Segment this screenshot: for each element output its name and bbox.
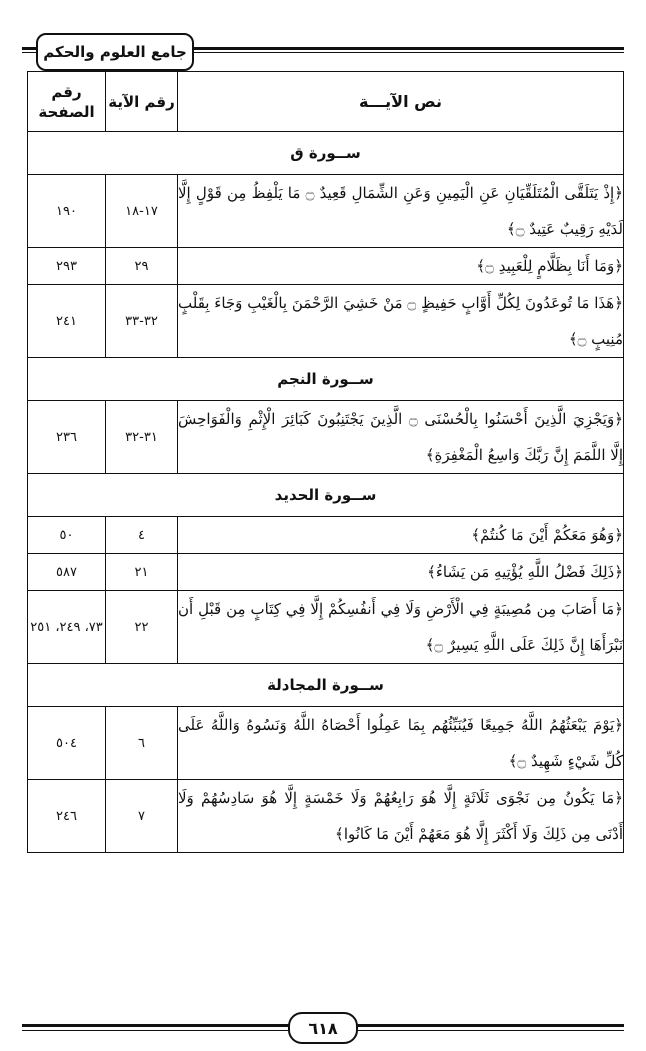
ayah-number: ٢٢ [106, 591, 178, 664]
verse-text: ﴿وَمَا أَنَا بِظَلَّامٍ لِلْعَبِيدِ ۝﴾ [178, 248, 624, 285]
verse-text: ﴿مَا يَكُونُ مِن نَجْوَى ثَلَاثَةٍ إِلَّا هُوَ رَابِعُهُمْ وَلَا خَمْسَةٍ إِلَّا هُوَ سَادِسُهُمْ وَلَا أَدْنَى مِن ذَلِكَ وَلَا أَكْثَرَ إِلَّا هُوَ مَعَهُمْ أَيْنَ مَا كَانُوا﴾ [178, 780, 624, 853]
page-number: ٦١٨ [288, 1012, 358, 1044]
page-ref: ٢٩٣ [28, 248, 106, 285]
verse-text: ﴿ذَلِكَ فَضْلُ اللَّهِ يُؤْتِيهِ مَن يَشَاءُ﴾ [178, 554, 624, 591]
page-ref: ٥٠ [28, 517, 106, 554]
verse-text: ﴿إِذْ يَتَلَقَّى الْمُتَلَقِّيَانِ عَنِ الْيَمِينِ وَعَنِ الشِّمَالِ قَعِيدٌ ۝ مَا يَلْفِظُ مِن قَوْلٍ إِلَّا لَدَيْهِ رَقِيبٌ عَتِيدٌ ۝﴾ [178, 175, 624, 248]
header-page-number: رقم الصفحة [28, 72, 106, 132]
ayah-number: ٣١-٣٢ [106, 401, 178, 474]
ayah-number: ٤ [106, 517, 178, 554]
verse-text: ﴿وَهُوَ مَعَكُمْ أَيْنَ مَا كُنتُمْ﴾ [178, 517, 624, 554]
surah-name: ســورة ق [28, 132, 624, 175]
table-row [28, 554, 624, 591]
ayah-number: ١٧-١٨ [106, 175, 178, 248]
ayah-number: ٧ [106, 780, 178, 853]
ayah-number: ٢١ [106, 554, 178, 591]
table-row [28, 401, 624, 474]
page-ref: ٧٣، ٢٤٩، ٢٥١ [28, 591, 106, 664]
table-row [28, 517, 624, 554]
table-row [28, 248, 624, 285]
verse-index-table [27, 71, 624, 853]
surah-row [28, 664, 624, 707]
page-ref: ٥٨٧ [28, 554, 106, 591]
verse-text: ﴿مَا أَصَابَ مِن مُصِيبَةٍ فِي الْأَرْضِ وَلَا فِي أَنفُسِكُمْ إِلَّا فِي كِتَابٍ مِن قَبْلِ أَن نَبْرَأَهَا إِنَّ ذَلِكَ عَلَى اللَّهِ يَسِيرٌ ۝﴾ [178, 591, 624, 664]
verse-text: ﴿وَيَجْزِيَ الَّذِينَ أَحْسَنُوا بِالْحُسْنَى ۝ الَّذِينَ يَجْتَنِبُونَ كَبَائِرَ الْإِثْمِ وَالْفَوَاحِشَ إِلَّا اللَّمَمَ إِنَّ رَبَّكَ وَاسِعُ الْمَغْفِرَةِ﴾ [178, 401, 624, 474]
table-row [28, 780, 624, 853]
book-title: جامع العلوم والحكم [36, 33, 194, 71]
page-ref: ٢٤٦ [28, 780, 106, 853]
ayah-number: ٦ [106, 707, 178, 780]
surah-row [28, 132, 624, 175]
header-ayah-number: رقم الآية [106, 72, 178, 132]
table-row [28, 175, 624, 248]
header-verse-text: نص الآيـــة [178, 72, 624, 132]
surah-row [28, 358, 624, 401]
page-ref: ٢٤١ [28, 285, 106, 358]
page-ref: ١٩٠ [28, 175, 106, 248]
surah-row [28, 474, 624, 517]
verse-text: ﴿يَوْمَ يَبْعَثُهُمُ اللَّهُ جَمِيعًا فَيُنَبِّئُهُم بِمَا عَمِلُوا أَحْصَاهُ اللَّهُ وَنَسُوهُ وَاللَّهُ عَلَى كُلِّ شَيْءٍ شَهِيدٌ ۝﴾ [178, 707, 624, 780]
table-row [28, 285, 624, 358]
ayah-number: ٢٩ [106, 248, 178, 285]
surah-name: ســورة النجم [28, 358, 624, 401]
page-ref: ٥٠٤ [28, 707, 106, 780]
table-row [28, 707, 624, 780]
surah-name: ســورة المجادلة [28, 664, 624, 707]
page-ref: ٢٣٦ [28, 401, 106, 474]
verse-text: ﴿هَذَا مَا تُوعَدُونَ لِكُلِّ أَوَّابٍ حَفِيظٍ ۝ مَنْ خَشِيَ الرَّحْمَنَ بِالْغَيْبِ وَجَاءَ بِقَلْبٍ مُنِيبٍ ۝﴾ [178, 285, 624, 358]
table-row [28, 591, 624, 664]
surah-name: ســورة الحديد [28, 474, 624, 517]
ayah-number: ٣٢-٣٣ [106, 285, 178, 358]
